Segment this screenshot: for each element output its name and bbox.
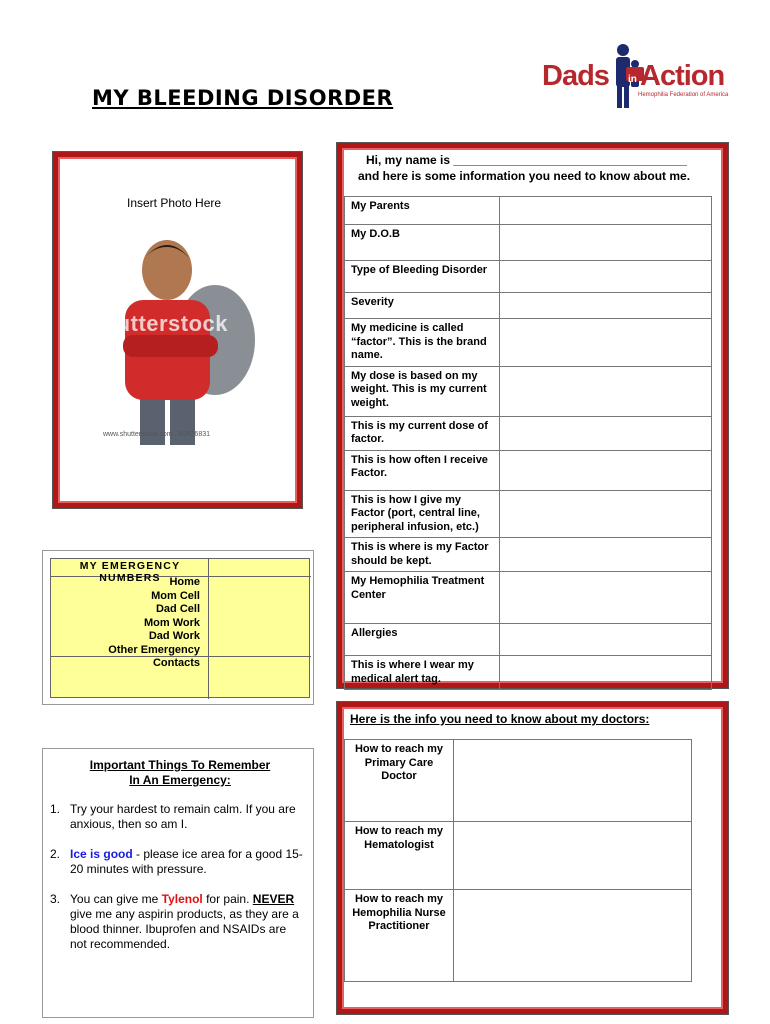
field-parents[interactable]: [500, 197, 712, 225]
field-frequency[interactable]: [500, 450, 712, 490]
field-allergies[interactable]: [500, 624, 712, 656]
intro: [358, 152, 690, 184]
emergency-labels: [50, 576, 200, 671]
field-dose[interactable]: [500, 416, 712, 450]
doctor-label-nurse: How to reach my Hemophilia Nurse Practitioner: [345, 890, 454, 982]
row-label-frequency: This is how often I receive Factor.: [345, 450, 500, 490]
row-label-disorder-type: Type of Bleeding Disorder: [345, 261, 500, 293]
label-other-emergency: Other Emergency: [108, 643, 200, 656]
watermark: shutterstock: [90, 311, 229, 336]
logo-sub: Hemophilia Federation of America: [638, 92, 729, 98]
important-item-3: 3. You can give me Tylenol for pain. NEVER give me any aspirin products, as they are a blood thinner. Ibuprofen and NSAIDs are not recommended.: [50, 892, 299, 951]
photo-label: Insert Photo Here: [127, 196, 222, 210]
row-label-weight: My dose is based on my weight. This is my current weight.: [345, 366, 500, 416]
field-weight[interactable]: [500, 366, 712, 416]
label-contacts: Contacts: [152, 657, 200, 669]
field-htc[interactable]: [500, 572, 712, 624]
boy-photo: [85, 225, 275, 445]
important-box: [42, 748, 314, 1018]
field-primary-doctor[interactable]: [454, 740, 692, 822]
info-table: [344, 196, 712, 690]
row-label-dose: This is my current dose of factor.: [345, 416, 500, 450]
important-item-2: 2. Ice is good - please ice area for a good 15-20 minutes with pressure.: [50, 847, 303, 876]
row-label-storage: This is where is my Factor should be kept.: [345, 538, 500, 572]
doctor-label-hematologist: How to reach my Hematologist: [345, 822, 454, 890]
field-dob[interactable]: [500, 225, 712, 261]
field-administration[interactable]: [500, 490, 712, 538]
logo-brand-right: Action: [640, 60, 725, 92]
intro-line-2: and here is some information you need to know about me.: [358, 169, 691, 183]
doctors-heading: Here is the info you need to know about my doctors:: [350, 712, 650, 726]
dads-in-action-logo: [540, 40, 730, 112]
field-disorder-type[interactable]: [500, 261, 712, 293]
logo-brand-left: Dads: [542, 60, 609, 92]
row-label-allergies: Allergies: [345, 624, 500, 656]
field-storage[interactable]: [500, 538, 712, 572]
photo-caption: www.shutterstock.com · 82426831: [103, 431, 210, 438]
field-hematologist[interactable]: [454, 822, 692, 890]
label-dad-cell: Dad Cell: [155, 603, 200, 615]
row-label-dob: My D.O.B: [345, 225, 500, 261]
row-label-alert-tag: This is where I wear my medical alert tag.: [345, 656, 500, 690]
row-label-parents: My Parents: [345, 197, 500, 225]
field-severity[interactable]: [500, 293, 712, 319]
doctor-label-primary: How to reach my Primary Care Doctor: [345, 740, 454, 822]
doctors-table: [344, 739, 692, 982]
important-item-1: 1. Try your hardest to remain calm. If you are anxious, then so am I.: [50, 802, 296, 831]
row-label-medicine: My medicine is called “factor”. This is the brand name.: [345, 319, 500, 367]
row-label-severity: Severity: [345, 293, 500, 319]
row-label-administration: This is how I give my Factor (port, central line, peripheral infusion, etc.): [345, 490, 500, 538]
label-mom-cell: Mom Cell: [151, 589, 200, 602]
logo-brand-mid: in: [628, 74, 637, 85]
field-alert-tag[interactable]: [500, 656, 712, 690]
label-mom-work: Mom Work: [143, 616, 200, 629]
label-dad-work: Dad Work: [148, 630, 200, 642]
important-title: Important Things To Remember In An Emergency:: [89, 758, 271, 787]
field-nurse-practitioner[interactable]: [454, 890, 692, 982]
emergency-heading: MY EMERGENCY NUMBERS: [79, 560, 181, 584]
intro-line-1: Hi, my name is ___________________________________: [366, 153, 687, 167]
label-home: Home: [169, 576, 200, 588]
field-medicine[interactable]: [500, 319, 712, 367]
row-label-htc: My Hemophilia Treatment Center: [345, 572, 500, 624]
page-title: MY BLEEDING DISORDER: [92, 86, 394, 110]
